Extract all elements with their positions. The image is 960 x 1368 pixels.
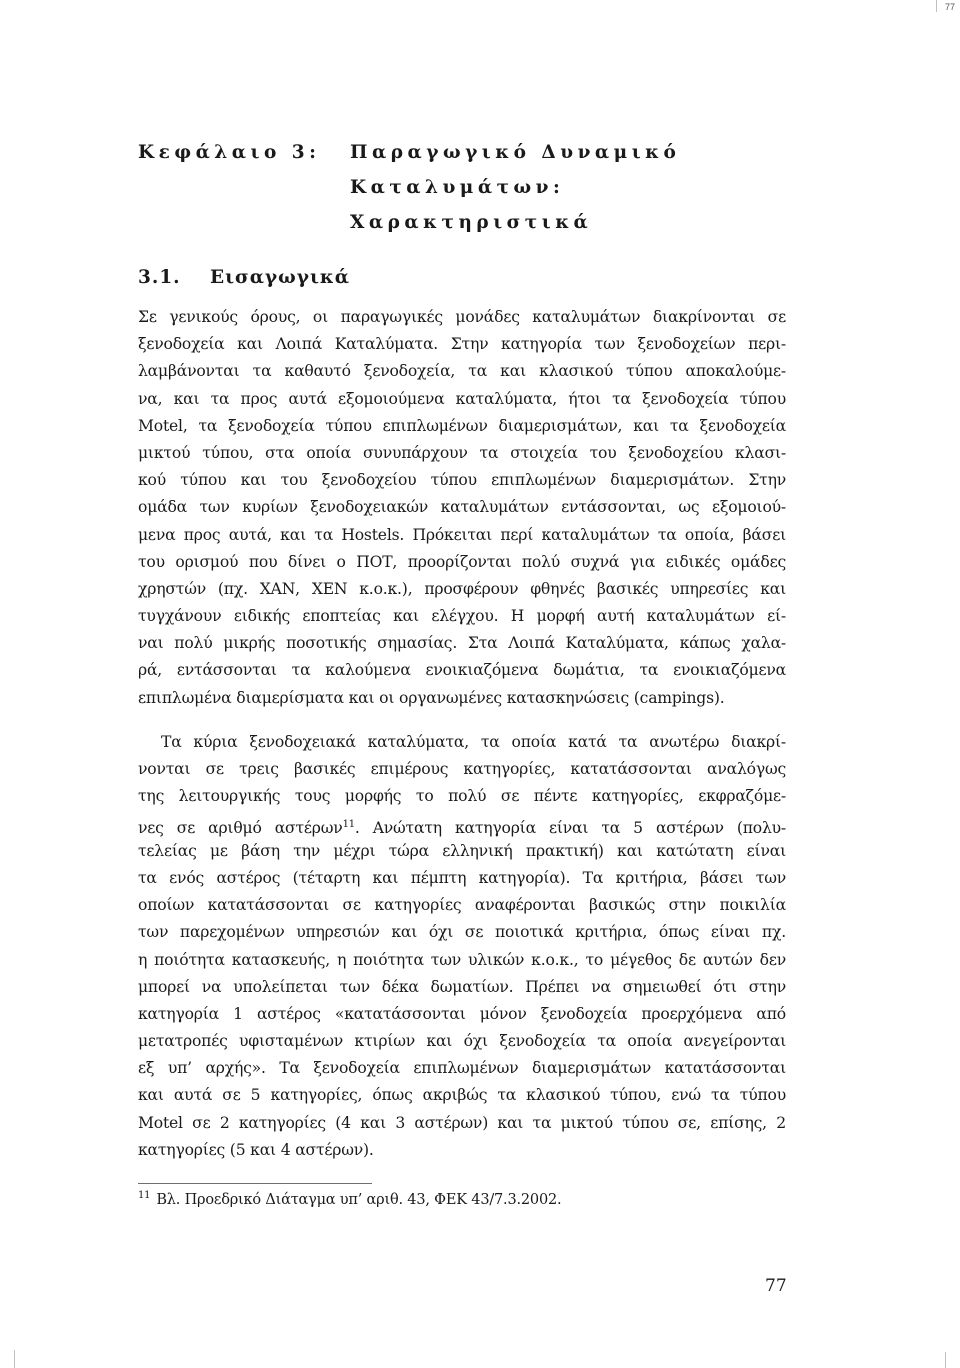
footnote-text: Βλ. Προεδρικό Διάταγμα υπ’ αριθ. 43, ΦΕΚ 43/7.3.2002.	[156, 1192, 562, 1208]
chapter-title-line: Καταλυμάτων:	[350, 177, 565, 198]
text-line: Τα κύρια ξενοδοχειακά καταλύματα, τα οποία κατά τα ανωτέρω διακρί-	[161, 733, 786, 751]
text-line: και αυτά σε 5 κατηγορίες, όπως ακριβώς τα κλασικού τύπου, ενώ τα τύπου	[138, 1086, 786, 1105]
text-line: εξ υπ’ αρχής». Τα ξενοδοχεία επιπλωμένων διαμερισμάτων κατατάσσονται	[138, 1059, 786, 1078]
paragraph-1	[138, 304, 786, 712]
text-line: μενα προς αυτά, και τα Hostels. Πρόκειται περί καταλυμάτων τα οποία, βάσει	[138, 525, 786, 544]
text-line: χρηστών (πχ. ΧΑΝ, ΧΕΝ κ.ο.κ.), προσφέρουν φθηνές βασικές υπηρεσίες και	[138, 579, 786, 598]
footnote-reference[interactable]: 11	[342, 818, 355, 830]
chapter-title-line: Χαρακτηριστικά	[350, 212, 593, 233]
text-line: επιπλωμένα διαμερίσματα και οι οργανωμένες κατασκηνώσεις (campings).	[138, 688, 725, 707]
text-line: των παρεχομένων υπηρεσιών και όχι σε ποιοτικά κριτήρια, όπως είναι πχ.	[138, 923, 786, 942]
text-line: μετατροπές υφισταμένων κτιρίων και όχι ξενοδοχεία τα οποία ανεγείρονται	[138, 1032, 786, 1051]
text-line: Motel σε 2 κατηγορίες (4 και 3 αστέρων) και τα μικτού τύπου σε, επίσης, 2	[138, 1113, 786, 1132]
paragraph-2	[138, 729, 786, 1164]
page-number: 77	[765, 1276, 787, 1296]
edge-tick-bottom-right	[945, 1352, 946, 1368]
text-line: τυγχάνουν ειδικής εποπτείας και ελέγχου. Η μορφή αυτή καταλυμάτων εί-	[138, 607, 786, 626]
section-number: 3.1.	[138, 267, 181, 288]
chapter-title-line: Παραγωγικό Δυναμικό	[350, 142, 681, 163]
text-line: της λειτουργικής τους μορφής το πολύ σε πέντε κατηγορίες, εκφραζόμε-	[138, 787, 786, 806]
text-line: να, και τα προς αυτά εξομοιούμενα καταλύματα, ήτοι τα ξενοδοχεία τύπου	[138, 389, 786, 408]
text-line: η ποιότητα κατασκευής, η ποιότητα των υλικών κ.ο.κ., το μέγεθος δε αυτών δεν	[138, 950, 786, 969]
text-line: λαμβάνονται τα καθαυτό ξενοδοχεία, τα και κλασικού τύπου αποκαλούμε-	[138, 362, 786, 381]
text-line: κού τύπου και του ξενοδοχείου τύπου επιπλωμένων διαμερισμάτων. Στην	[138, 471, 786, 490]
edge-tick-top-right	[936, 0, 937, 12]
edge-tick-bottom-left	[14, 1350, 15, 1368]
corner-page-number: 77	[944, 2, 955, 12]
footnote-divider	[138, 1183, 372, 1184]
text-fragment: . Ανώτατη κατηγορία είναι τα 5 αστέρων (πολυ-	[354, 818, 786, 837]
section-title: Εισαγωγικά	[210, 267, 351, 288]
text-line-with-footnote	[138, 811, 786, 838]
section-heading	[138, 267, 350, 288]
text-line: Σε γενικούς όρους, οι παραγωγικές μονάδες καταλυμάτων διακρίνονται σε	[138, 308, 786, 326]
text-line: νονται σε τρεις βασικές επιμέρους κατηγορίες, κατατάσσονται αναλόγως	[138, 760, 786, 779]
text-line: ομάδα των κυρίων ξενοδοχειακών καταλυμάτων εντάσσονται, ως εξομοιού-	[138, 498, 786, 517]
text-line: τελείας με βάση την μέχρι τώρα ελληνική πρακτική) και κατώτατη είναι	[138, 841, 786, 860]
chapter-title	[350, 142, 770, 247]
text-line: τα ενός αστέρος (τέταρτη και πέμπτη κατηγορία). Τα κριτήρια, βάσει των	[138, 868, 786, 887]
footnote	[138, 1190, 561, 1208]
text-line: κατηγορία 1 αστέρος «κατατάσσονται μόνον ξενοδοχεία προερχόμενα από	[138, 1004, 786, 1023]
text-line: του ορισμού που δίνει ο ΠΟΤ, προορίζονται πολύ συχνά για ειδικές ομάδες	[138, 552, 786, 571]
text-line: κατηγορίες (5 και 4 αστέρων).	[138, 1140, 374, 1159]
chapter-label: Κεφάλαιο 3:	[138, 142, 321, 163]
text-line: ρά, εντάσσονται τα καλούμενα ενοικιαζόμενα δωμάτια, τα ενοικιαζόμενα	[138, 661, 786, 680]
text-line: οποίων κατατάσσονται σε κατηγορίες αναφέρονται βασικώς στην ποικιλία	[138, 896, 786, 915]
text-line: Motel, τα ξενοδοχεία τύπου επιπλωμένων διαμερισμάτων, και τα ξενοδοχεία	[138, 416, 786, 435]
footnote-marker: 11	[138, 1190, 151, 1201]
text-line: ναι πολύ μικρής ποσοτικής σημασίας. Στα Λοιπά Καταλύματα, κάπως χαλα-	[138, 634, 786, 653]
text-fragment: νες σε αριθμό αστέρων	[138, 818, 343, 837]
text-line: μικτού τύπου, στα οποία συνυπάρχουν τα στοιχεία του ξενοδοχείου κλασι-	[138, 443, 786, 462]
text-line: μπορεί να υπολείπεται των δέκα δωματίων. Πρέπει να σημειωθεί ότι στην	[138, 977, 786, 996]
text-line: ξενοδοχεία και Λοιπά Καταλύματα. Στην κατηγορία των ξενοδοχείων περι-	[138, 335, 786, 354]
